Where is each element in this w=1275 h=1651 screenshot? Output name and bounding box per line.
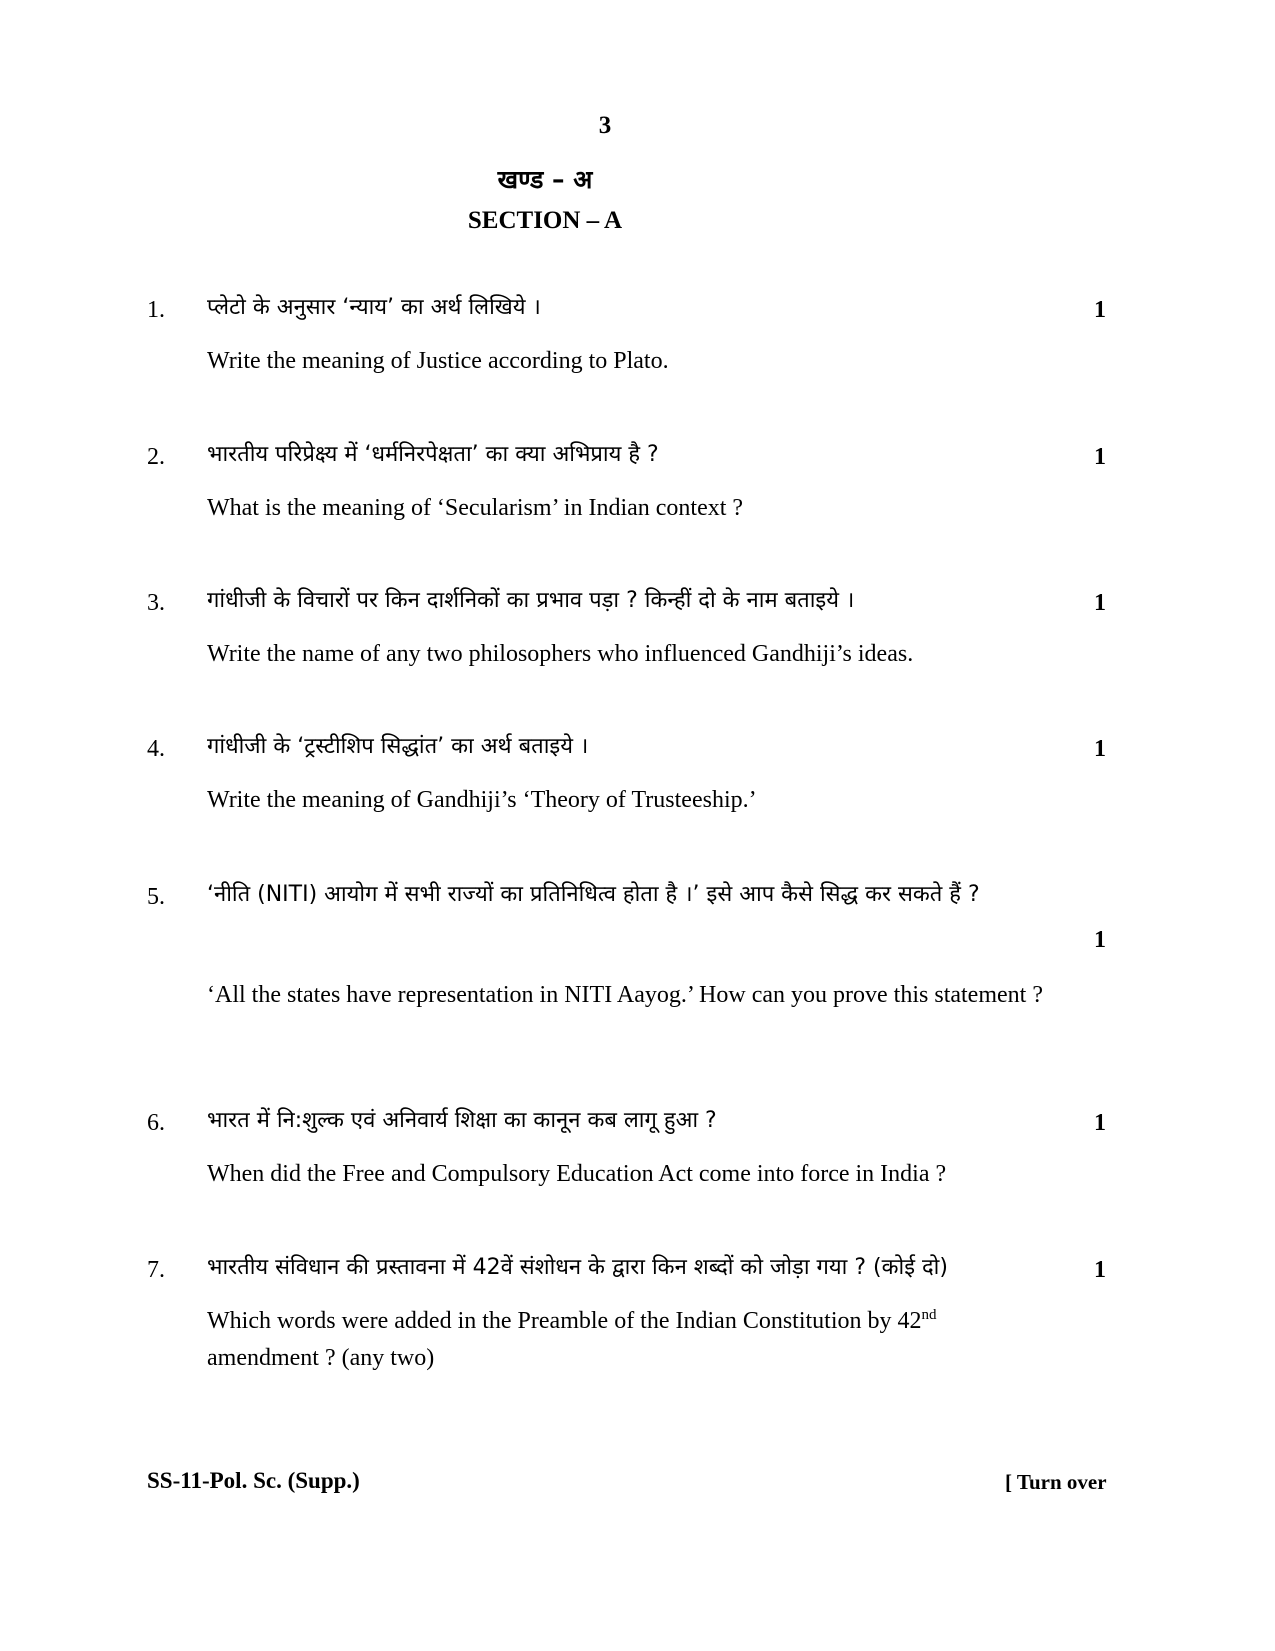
question-text-english: Write the meaning of Justice according to Plato. [207,348,669,374]
question-number: 3. [147,590,165,616]
question-marks: 1 [1094,297,1106,323]
question-text-hindi: प्लेटो के अनुसार ‘न्याय’ का अर्थ लिखिये । [207,295,541,320]
question-text-english: When did the Free and Compulsory Education Act come into force in India ? [207,1161,947,1187]
question-number: 6. [147,1110,165,1136]
question-text-hindi: भारतीय परिप्रेक्ष्य में ‘धर्मनिरपेक्षता’ का क्या अभिप्राय है ? [207,442,659,467]
turn-over-note: [ Turn over [1005,1470,1107,1494]
question-number: 7. [147,1257,165,1283]
question-text-english: Write the meaning of Gandhiji’s ‘Theory of Trusteeship.’ [207,787,757,813]
question-text-english: ‘All the states have representation in NITI Aayog.’ How can you prove this statement ? [207,982,1043,1008]
question-text-hindi: भारतीय संविधान की प्रस्तावना में 42वें संशोधन के द्वारा किन शब्दों को जोड़ा गया ? (कोई दो) [207,1255,948,1280]
question-number: 5. [147,884,165,910]
question-text-hindi: भारत में नि:शुल्क एवं अनिवार्य शिक्षा का कानून कब लागू हुआ ? [207,1108,717,1133]
section-title-english: SECTION – A [467,207,623,234]
page-number: 3 [598,112,612,139]
question-marks: 1 [1094,444,1106,470]
question-text-hindi: गांधीजी के ‘ट्रस्टीशिप सिद्धांत’ का अर्थ बताइये । [207,734,589,759]
question-text-english: What is the meaning of ‘Secularism’ in Indian context ? [207,495,744,521]
question-number: 2. [147,444,165,470]
question-text-english-part: amendment ? (any two) [207,1345,435,1371]
question-marks: 1 [1094,927,1106,953]
question-marks: 1 [1094,590,1106,616]
question-text-english: Write the name of any two philosophers who influenced Gandhiji’s ideas. [207,641,914,667]
section-title-hindi: खण्ड – अ [497,165,593,194]
ordinal-suffix: nd [921,1307,937,1323]
question-number: 4. [147,736,165,762]
question-text-hindi: ‘नीति (NITI) आयोग में सभी राज्यों का प्रतिनिधित्व होता है ।’ इसे आप कैसे सिद्ध कर सकते हैं ? [207,882,980,907]
question-number: 1. [147,297,165,323]
question-text-hindi: गांधीजी के विचारों पर किन दार्शनिकों का प्रभाव पड़ा ? किन्हीं दो के नाम बताइये । [207,588,855,613]
question-marks: 1 [1094,1257,1106,1283]
question-marks: 1 [1094,1110,1106,1136]
question-text-english [207,1303,1052,1377]
question-text-english-part: Which words were added in the Preamble of the Indian Constitution by 42 [207,1308,922,1334]
question-marks: 1 [1094,736,1106,762]
paper-code: SS-11-Pol. Sc. (Supp.) [147,1468,360,1493]
